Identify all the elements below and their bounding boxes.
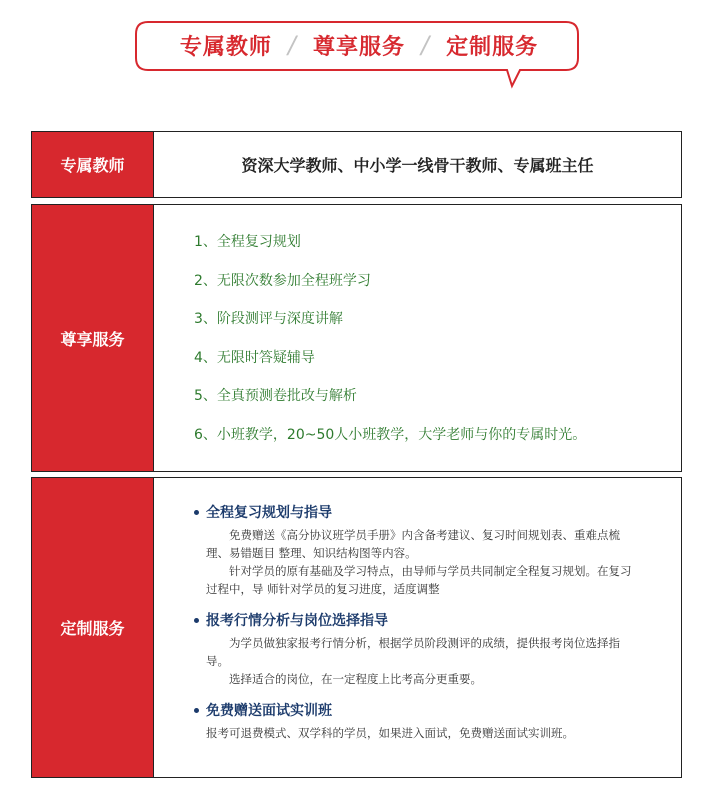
section-body: [194, 634, 634, 688]
custom-section-review: [194, 502, 681, 598]
row-teacher: [31, 131, 682, 198]
row-custom-label: 定制服务: [32, 478, 153, 777]
section-body: [194, 724, 634, 742]
banner-separator: /: [287, 31, 297, 59]
service-item: 6、小班教学，20~50人小班教学，大学老师与你的专属时光。: [194, 426, 587, 443]
service-item: 1、全程复习规划: [194, 234, 301, 250]
section-paragraph: 选择适合的岗位，在一定程度上比考高分更重要。: [206, 672, 482, 686]
section-title: [194, 502, 681, 522]
banner-title: [138, 25, 580, 65]
row-vip: [31, 204, 682, 472]
custom-section-exam-analysis: [194, 610, 681, 688]
section-paragraph: 报考可退费模式、双学科的学员，如果进入面试，免费赠送面试实训班。: [206, 726, 574, 740]
row-teacher-content: 资深大学教师、中小学一线骨干教师、专属班主任: [153, 132, 681, 197]
section-title-text: 报考行情分析与岗位选择指导: [206, 613, 388, 629]
row-custom: [31, 477, 682, 778]
service-item: 3、阶段测评与深度讲解: [194, 311, 343, 327]
banner-part-vip: 尊享服务: [312, 34, 405, 60]
banner-separator: /: [421, 31, 431, 59]
banner-part-custom: 定制服务: [446, 34, 539, 60]
section-paragraph: 免费赠送《高分协议班学员手册》内含备考建议、复习时间规划表、重难点梳理、易错题目 整理、知识结构图等内容。: [206, 528, 620, 560]
service-item: 2、无限次数参加全程班学习: [194, 272, 371, 289]
section-body: [194, 526, 634, 598]
row-teacher-label: 专属教师: [32, 132, 153, 197]
row-vip-content: [153, 205, 681, 471]
bullet-dot-icon: [194, 708, 199, 713]
service-item: 5、全真预测卷批改与解析: [194, 388, 357, 404]
section-paragraph: 为学员做独家报考行情分析，根据学员阶段测评的成绩，提供报考岗位选择指导。: [206, 636, 620, 668]
section-title: [194, 700, 681, 720]
section-title-text: 免费赠送面试实训班: [206, 703, 332, 719]
section-title-text: 全程复习规划与指导: [206, 505, 332, 521]
row-vip-label: 尊享服务: [32, 205, 153, 471]
service-item: 4、无限时答疑辅导: [194, 349, 315, 366]
section-paragraph: 针对学员的原有基础及学习特点，由导师与学员共同制定全程复习规划。在复习过程中，导 师针对学员的复习进度，适度调整: [206, 564, 632, 596]
bullet-dot-icon: [194, 510, 199, 515]
banner-part-teacher: 专属教师: [179, 34, 272, 60]
section-title: [194, 610, 681, 630]
bullet-dot-icon: [194, 618, 199, 623]
custom-section-interview: [194, 700, 681, 742]
row-custom-content: [153, 478, 681, 777]
